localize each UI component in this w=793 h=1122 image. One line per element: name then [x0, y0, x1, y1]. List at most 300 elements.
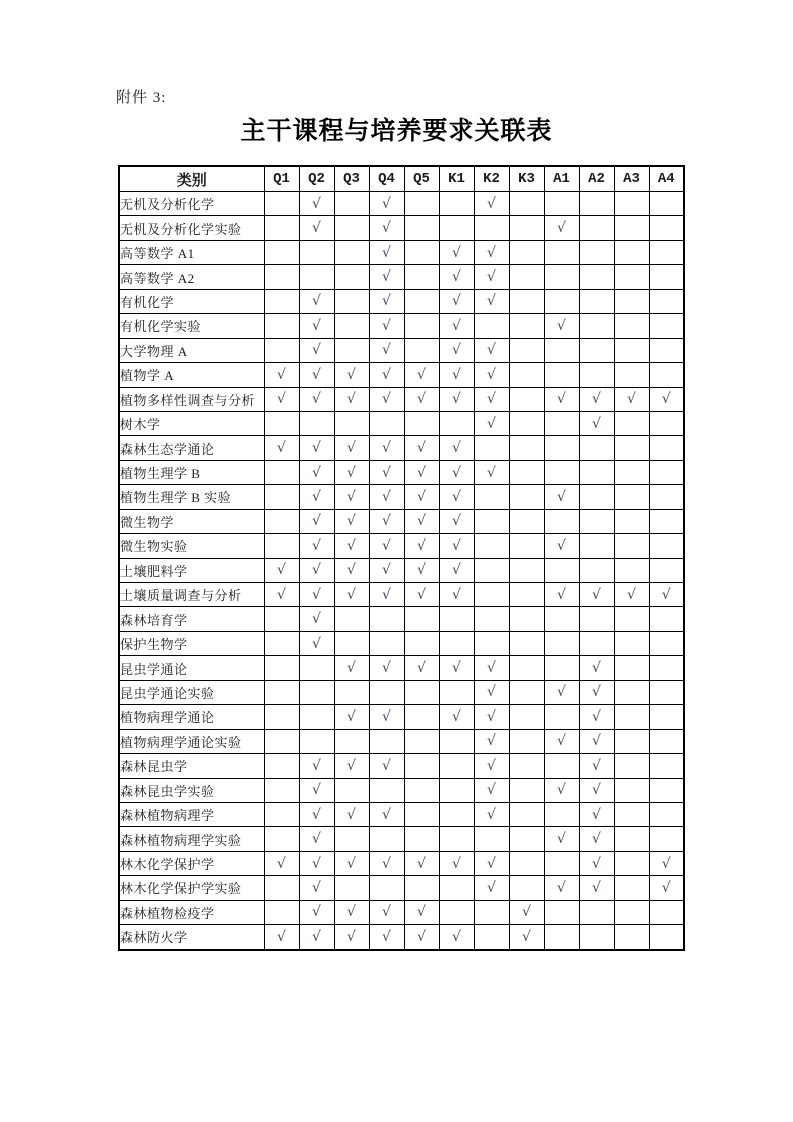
table-header — [119, 166, 684, 192]
check-cell: √ — [439, 289, 474, 313]
check-cell: √ — [369, 338, 404, 362]
empty-cell — [474, 558, 509, 582]
empty-cell — [544, 558, 579, 582]
corner-header-cell: 类别 — [119, 166, 264, 192]
empty-cell — [369, 607, 404, 631]
empty-cell — [509, 338, 544, 362]
check-cell: √ — [369, 925, 404, 950]
empty-cell — [264, 705, 299, 729]
check-cell: √ — [544, 485, 579, 509]
table-row — [119, 509, 684, 533]
empty-cell — [544, 411, 579, 435]
column-header-cell-q4: Q4 — [369, 166, 404, 192]
check-cell: √ — [369, 314, 404, 338]
empty-cell — [649, 558, 684, 582]
check-cell: √ — [264, 925, 299, 950]
check-cell: √ — [439, 436, 474, 460]
empty-cell — [509, 827, 544, 851]
empty-cell — [509, 631, 544, 655]
check-cell: √ — [299, 851, 334, 875]
empty-cell — [439, 802, 474, 826]
empty-cell — [264, 754, 299, 778]
table-row — [119, 289, 684, 313]
empty-cell — [369, 729, 404, 753]
empty-cell — [614, 485, 649, 509]
empty-cell — [649, 240, 684, 264]
check-cell: √ — [299, 925, 334, 950]
check-cell: √ — [439, 705, 474, 729]
empty-cell — [649, 534, 684, 558]
check-cell: √ — [474, 338, 509, 362]
empty-cell — [614, 240, 649, 264]
check-cell: √ — [299, 460, 334, 484]
empty-cell — [334, 192, 369, 216]
empty-cell — [614, 851, 649, 875]
empty-cell — [614, 534, 649, 558]
check-cell: √ — [334, 705, 369, 729]
empty-cell — [264, 314, 299, 338]
empty-cell — [544, 607, 579, 631]
empty-cell — [614, 680, 649, 704]
table-row — [119, 876, 684, 900]
empty-cell — [614, 827, 649, 851]
empty-cell — [474, 607, 509, 631]
empty-cell — [544, 240, 579, 264]
course-name-cell: 土壤质量调查与分析 — [119, 583, 264, 607]
empty-cell — [544, 436, 579, 460]
check-cell: √ — [299, 192, 334, 216]
empty-cell — [439, 754, 474, 778]
check-cell: √ — [299, 900, 334, 924]
empty-cell — [649, 265, 684, 289]
empty-cell — [264, 485, 299, 509]
table-row — [119, 900, 684, 924]
empty-cell — [439, 680, 474, 704]
check-cell: √ — [264, 851, 299, 875]
empty-cell — [544, 509, 579, 533]
check-cell: √ — [299, 216, 334, 240]
check-cell: √ — [474, 705, 509, 729]
empty-cell — [509, 656, 544, 680]
empty-cell — [614, 900, 649, 924]
empty-cell — [649, 338, 684, 362]
empty-cell — [579, 509, 614, 533]
check-cell: √ — [299, 558, 334, 582]
check-cell: √ — [369, 802, 404, 826]
empty-cell — [264, 656, 299, 680]
check-cell: √ — [439, 534, 474, 558]
check-cell: √ — [544, 778, 579, 802]
table-row — [119, 216, 684, 240]
column-header-cell-a1: A1 — [544, 166, 579, 192]
empty-cell — [544, 289, 579, 313]
check-cell: √ — [474, 851, 509, 875]
empty-cell — [299, 656, 334, 680]
empty-cell — [509, 754, 544, 778]
check-cell: √ — [369, 534, 404, 558]
empty-cell — [614, 729, 649, 753]
empty-cell — [649, 192, 684, 216]
empty-cell — [334, 778, 369, 802]
table-row — [119, 363, 684, 387]
empty-cell — [649, 925, 684, 950]
empty-cell — [299, 240, 334, 264]
empty-cell — [509, 534, 544, 558]
check-cell: √ — [439, 583, 474, 607]
check-cell: √ — [474, 778, 509, 802]
header-row — [119, 166, 684, 192]
empty-cell — [649, 705, 684, 729]
empty-cell — [614, 509, 649, 533]
empty-cell — [334, 411, 369, 435]
check-cell: √ — [579, 583, 614, 607]
check-cell: √ — [474, 192, 509, 216]
table-row — [119, 338, 684, 362]
table-row — [119, 534, 684, 558]
empty-cell — [509, 607, 544, 631]
empty-cell — [544, 631, 579, 655]
empty-cell — [264, 802, 299, 826]
check-cell: √ — [334, 900, 369, 924]
check-cell: √ — [334, 583, 369, 607]
empty-cell — [474, 827, 509, 851]
empty-cell — [614, 338, 649, 362]
empty-cell — [334, 314, 369, 338]
empty-cell — [334, 265, 369, 289]
empty-cell — [649, 460, 684, 484]
empty-cell — [404, 802, 439, 826]
check-cell: √ — [544, 216, 579, 240]
empty-cell — [439, 607, 474, 631]
check-cell: √ — [334, 387, 369, 411]
course-name-cell: 无机及分析化学实验 — [119, 216, 264, 240]
empty-cell — [509, 216, 544, 240]
check-cell: √ — [579, 680, 614, 704]
check-cell: √ — [474, 754, 509, 778]
check-cell: √ — [579, 876, 614, 900]
course-name-cell: 林木化学保护学实验 — [119, 876, 264, 900]
course-name-cell: 森林昆虫学实验 — [119, 778, 264, 802]
check-cell: √ — [264, 583, 299, 607]
empty-cell — [264, 778, 299, 802]
empty-cell — [439, 631, 474, 655]
empty-cell — [509, 192, 544, 216]
empty-cell — [439, 827, 474, 851]
column-header-cell-k2: K2 — [474, 166, 509, 192]
empty-cell — [404, 729, 439, 753]
empty-cell — [334, 607, 369, 631]
empty-cell — [264, 509, 299, 533]
check-cell: √ — [404, 485, 439, 509]
table-row — [119, 680, 684, 704]
check-cell: √ — [579, 729, 614, 753]
empty-cell — [264, 240, 299, 264]
empty-cell — [439, 411, 474, 435]
course-name-cell: 微生物学 — [119, 509, 264, 533]
table-row — [119, 436, 684, 460]
table-row — [119, 460, 684, 484]
empty-cell — [649, 436, 684, 460]
check-cell: √ — [369, 754, 404, 778]
check-cell: √ — [264, 387, 299, 411]
column-header-cell-q5: Q5 — [404, 166, 439, 192]
column-header-cell-q3: Q3 — [334, 166, 369, 192]
empty-cell — [404, 631, 439, 655]
check-cell: √ — [299, 778, 334, 802]
empty-cell — [264, 534, 299, 558]
check-cell: √ — [439, 656, 474, 680]
course-name-cell: 大学物理 A — [119, 338, 264, 362]
empty-cell — [334, 680, 369, 704]
empty-cell — [579, 363, 614, 387]
check-cell: √ — [404, 363, 439, 387]
check-cell: √ — [579, 802, 614, 826]
empty-cell — [614, 778, 649, 802]
check-cell: √ — [369, 387, 404, 411]
empty-cell — [544, 192, 579, 216]
empty-cell — [614, 754, 649, 778]
check-cell: √ — [439, 851, 474, 875]
check-cell: √ — [404, 851, 439, 875]
table-row — [119, 265, 684, 289]
empty-cell — [509, 240, 544, 264]
check-cell: √ — [474, 387, 509, 411]
table-row — [119, 754, 684, 778]
empty-cell — [614, 216, 649, 240]
empty-cell — [614, 802, 649, 826]
empty-cell — [474, 631, 509, 655]
empty-cell — [649, 607, 684, 631]
course-name-cell: 高等数学 A1 — [119, 240, 264, 264]
empty-cell — [614, 436, 649, 460]
empty-cell — [544, 363, 579, 387]
check-cell: √ — [404, 460, 439, 484]
empty-cell — [334, 729, 369, 753]
empty-cell — [404, 607, 439, 631]
table-row — [119, 631, 684, 655]
empty-cell — [369, 876, 404, 900]
empty-cell — [369, 778, 404, 802]
check-cell: √ — [474, 265, 509, 289]
table-row — [119, 607, 684, 631]
empty-cell — [544, 265, 579, 289]
column-header-cell-a3: A3 — [614, 166, 649, 192]
empty-cell — [439, 216, 474, 240]
column-header-cell-a4: A4 — [649, 166, 684, 192]
empty-cell — [649, 314, 684, 338]
empty-cell — [404, 338, 439, 362]
empty-cell — [474, 900, 509, 924]
empty-cell — [404, 192, 439, 216]
check-cell: √ — [474, 802, 509, 826]
course-name-cell: 高等数学 A2 — [119, 265, 264, 289]
check-cell: √ — [474, 240, 509, 264]
check-cell: √ — [299, 436, 334, 460]
check-cell: √ — [299, 802, 334, 826]
course-name-cell: 森林植物病理学实验 — [119, 827, 264, 851]
check-cell: √ — [334, 754, 369, 778]
check-cell: √ — [369, 558, 404, 582]
check-cell: √ — [369, 656, 404, 680]
check-cell: √ — [439, 338, 474, 362]
check-cell: √ — [614, 387, 649, 411]
empty-cell — [509, 705, 544, 729]
table-row — [119, 729, 684, 753]
course-name-cell: 有机化学 — [119, 289, 264, 313]
check-cell: √ — [474, 876, 509, 900]
check-cell: √ — [299, 876, 334, 900]
empty-cell — [509, 729, 544, 753]
empty-cell — [614, 265, 649, 289]
empty-cell — [264, 900, 299, 924]
empty-cell — [579, 436, 614, 460]
check-cell: √ — [579, 851, 614, 875]
check-cell: √ — [544, 583, 579, 607]
check-cell: √ — [369, 265, 404, 289]
empty-cell — [614, 192, 649, 216]
empty-cell — [544, 705, 579, 729]
empty-cell — [614, 925, 649, 950]
check-cell: √ — [439, 240, 474, 264]
empty-cell — [649, 802, 684, 826]
empty-cell — [579, 240, 614, 264]
table-body — [119, 192, 684, 950]
empty-cell — [579, 607, 614, 631]
check-cell: √ — [369, 509, 404, 533]
empty-cell — [579, 900, 614, 924]
check-cell: √ — [404, 387, 439, 411]
check-cell: √ — [474, 460, 509, 484]
check-cell: √ — [404, 925, 439, 950]
table-row — [119, 558, 684, 582]
empty-cell — [544, 754, 579, 778]
table-row — [119, 802, 684, 826]
empty-cell — [264, 607, 299, 631]
check-cell: √ — [369, 705, 404, 729]
course-name-cell: 昆虫学通论 — [119, 656, 264, 680]
course-name-cell: 森林植物检疫学 — [119, 900, 264, 924]
empty-cell — [264, 729, 299, 753]
empty-cell — [509, 265, 544, 289]
course-name-cell: 森林生态学通论 — [119, 436, 264, 460]
check-cell: √ — [264, 363, 299, 387]
empty-cell — [614, 460, 649, 484]
table-row — [119, 851, 684, 875]
check-cell: √ — [404, 534, 439, 558]
empty-cell — [509, 558, 544, 582]
table-row — [119, 192, 684, 216]
empty-cell — [509, 460, 544, 484]
empty-cell — [334, 827, 369, 851]
course-name-cell: 植物多样性调查与分析 — [119, 387, 264, 411]
course-name-cell: 保护生物学 — [119, 631, 264, 655]
check-cell: √ — [334, 363, 369, 387]
empty-cell — [474, 436, 509, 460]
check-cell: √ — [544, 729, 579, 753]
check-cell: √ — [299, 631, 334, 655]
check-cell: √ — [649, 851, 684, 875]
check-cell: √ — [334, 485, 369, 509]
check-cell: √ — [439, 314, 474, 338]
empty-cell — [544, 460, 579, 484]
empty-cell — [649, 509, 684, 533]
empty-cell — [509, 802, 544, 826]
check-cell: √ — [334, 925, 369, 950]
course-name-cell: 森林防火学 — [119, 925, 264, 950]
empty-cell — [264, 631, 299, 655]
course-name-cell: 昆虫学通论实验 — [119, 680, 264, 704]
check-cell: √ — [579, 411, 614, 435]
empty-cell — [509, 485, 544, 509]
empty-cell — [474, 509, 509, 533]
empty-cell — [299, 265, 334, 289]
check-cell: √ — [299, 827, 334, 851]
empty-cell — [509, 289, 544, 313]
check-cell: √ — [404, 509, 439, 533]
empty-cell — [474, 485, 509, 509]
empty-cell — [649, 411, 684, 435]
empty-cell — [579, 558, 614, 582]
check-cell: √ — [614, 583, 649, 607]
empty-cell — [614, 411, 649, 435]
check-cell: √ — [579, 387, 614, 411]
empty-cell — [509, 314, 544, 338]
check-cell: √ — [544, 387, 579, 411]
check-cell: √ — [299, 387, 334, 411]
check-cell: √ — [299, 289, 334, 313]
course-name-cell: 树木学 — [119, 411, 264, 435]
check-cell: √ — [439, 363, 474, 387]
empty-cell — [649, 289, 684, 313]
check-cell: √ — [334, 802, 369, 826]
empty-cell — [264, 876, 299, 900]
check-cell: √ — [334, 534, 369, 558]
empty-cell — [579, 192, 614, 216]
empty-cell — [649, 485, 684, 509]
empty-cell — [264, 265, 299, 289]
check-cell: √ — [544, 534, 579, 558]
empty-cell — [579, 925, 614, 950]
empty-cell — [369, 680, 404, 704]
empty-cell — [614, 289, 649, 313]
course-name-cell: 植物病理学通论实验 — [119, 729, 264, 753]
empty-cell — [264, 338, 299, 362]
empty-cell — [264, 680, 299, 704]
column-header-cell-q2: Q2 — [299, 166, 334, 192]
empty-cell — [404, 314, 439, 338]
empty-cell — [404, 754, 439, 778]
check-cell: √ — [369, 460, 404, 484]
column-header-cell-a2: A2 — [579, 166, 614, 192]
check-cell: √ — [299, 485, 334, 509]
empty-cell — [509, 411, 544, 435]
check-cell: √ — [334, 436, 369, 460]
check-cell: √ — [509, 900, 544, 924]
check-cell: √ — [334, 509, 369, 533]
course-name-cell: 植物学 A — [119, 363, 264, 387]
empty-cell — [334, 289, 369, 313]
check-cell: √ — [299, 583, 334, 607]
check-cell: √ — [334, 558, 369, 582]
check-cell: √ — [369, 900, 404, 924]
empty-cell — [509, 851, 544, 875]
check-cell: √ — [439, 509, 474, 533]
empty-cell — [439, 729, 474, 753]
empty-cell — [614, 631, 649, 655]
empty-cell — [544, 851, 579, 875]
empty-cell — [334, 240, 369, 264]
check-cell: √ — [299, 509, 334, 533]
